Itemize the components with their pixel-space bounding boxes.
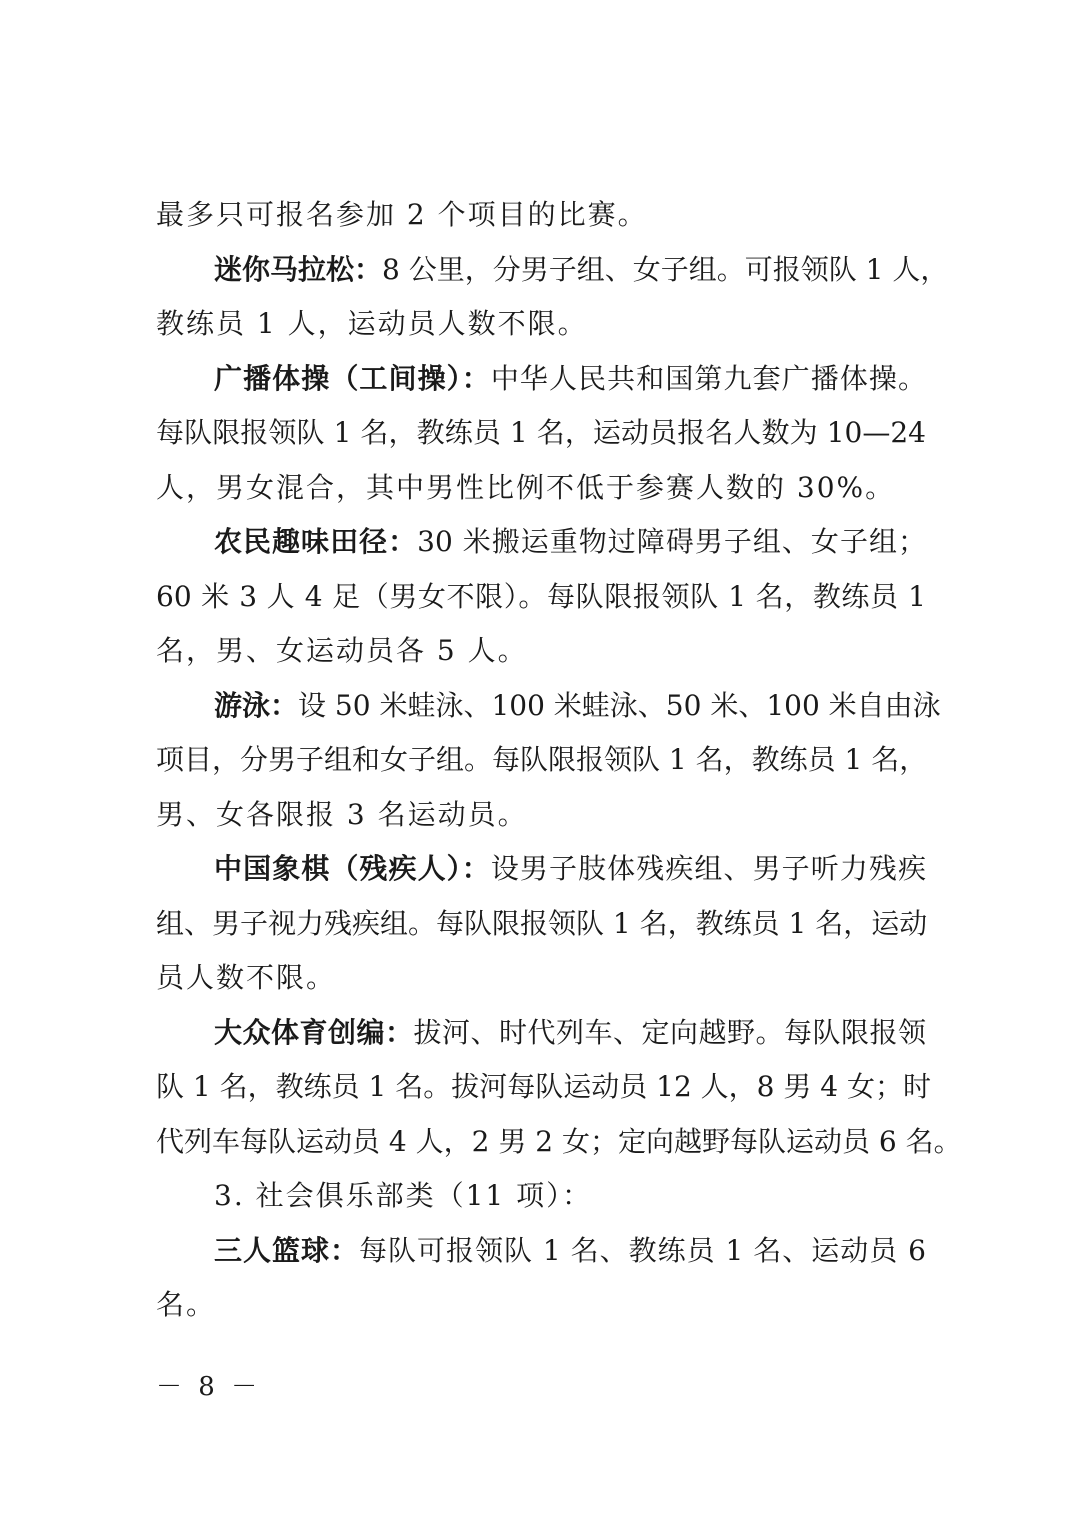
paragraph-line bbox=[156, 461, 926, 516]
paragraph-line bbox=[156, 570, 926, 625]
paragraph-text: 员人数不限。 bbox=[156, 961, 337, 994]
paragraph-text: 名。 bbox=[156, 1288, 217, 1321]
paragraph-line bbox=[156, 1060, 931, 1115]
paragraph-text: 每队可报领队 1 名、教练员 1 名、运动员 6 bbox=[359, 1233, 926, 1267]
paragraph-line bbox=[156, 897, 926, 952]
paragraph-line bbox=[156, 1006, 926, 1061]
section-heading: 农民趣味田径： bbox=[214, 525, 418, 558]
paragraph-text: 教练员 1 人，运动员人数不限。 bbox=[156, 307, 588, 340]
paragraph-line bbox=[156, 188, 926, 243]
paragraph-line bbox=[156, 515, 926, 570]
paragraph-text: 30 米搬运重物过障碍男子组、女子组； bbox=[417, 525, 926, 558]
section-number-heading: 3. 社会俱乐部类（11 项）： bbox=[214, 1179, 593, 1212]
section-heading: 三人篮球： bbox=[214, 1233, 360, 1267]
section-heading: 迷你马拉松： bbox=[214, 252, 383, 286]
paragraph-text: 中华人民共和国第九套广播体操。 bbox=[490, 361, 926, 395]
paragraph-text: 队 1 名，教练员 1 名。拔河每队运动员 12 人，8 男 4 女；时 bbox=[156, 1070, 931, 1103]
paragraph-line bbox=[156, 951, 926, 1006]
paragraph-line bbox=[156, 1224, 926, 1279]
paragraph-line bbox=[156, 788, 926, 843]
paragraph-text: 60 米 3 人 4 足（男女不限）。每队限报领队 1 名，教练员 1 bbox=[156, 579, 926, 613]
section-heading: 游泳： bbox=[214, 688, 299, 722]
paragraph-text: 最多只可报名参加 2 个项目的比赛。 bbox=[156, 198, 648, 231]
paragraph-line bbox=[156, 624, 926, 679]
paragraph-text: 组、男子视力残疾组。每队限报领队 1 名，教练员 1 名，运动 bbox=[156, 906, 928, 940]
section-heading: 大众体育创编： bbox=[214, 1015, 414, 1049]
paragraph-text: 拔河、时代列车、定向越野。每队限报领 bbox=[413, 1015, 926, 1049]
paragraph-text: 设 50 米蛙泳、100 米蛙泳、50 米、100 米自由泳 bbox=[298, 688, 941, 722]
paragraph-line bbox=[156, 1278, 926, 1333]
paragraph-line bbox=[156, 352, 926, 407]
document-body bbox=[156, 188, 962, 1333]
paragraph-text: 名，男、女运动员各 5 人。 bbox=[156, 634, 528, 667]
paragraph-text: 8 公里，分男子组、女子组。可报领队 1 人， bbox=[382, 252, 949, 286]
section-heading: 中国象棋（残疾人）： bbox=[214, 852, 491, 885]
paragraph-line bbox=[156, 733, 926, 788]
paragraph-line bbox=[156, 297, 926, 352]
paragraph-line bbox=[156, 1115, 962, 1170]
paragraph-text: 人，男女混合，其中男性比例不低于参赛人数的 30%。 bbox=[156, 470, 896, 504]
page-number: － 8 － bbox=[156, 1372, 262, 1402]
paragraph-text: 男、女各限报 3 名运动员。 bbox=[156, 797, 528, 831]
section-heading: 广播体操（工间操）： bbox=[214, 361, 491, 395]
paragraph-line bbox=[156, 1169, 926, 1224]
paragraph-line bbox=[156, 406, 926, 461]
paragraph-text: 代列车每队运动员 4 人，2 男 2 女；定向越野每队运动员 6 名。 bbox=[156, 1124, 962, 1158]
paragraph-line bbox=[156, 243, 949, 298]
paragraph-text: 每队限报领队 1 名，教练员 1 名，运动员报名人数为 10—24 bbox=[156, 416, 926, 449]
paragraph-text: 设男子肢体残疾组、男子听力残疾 bbox=[490, 852, 926, 885]
paragraph-line bbox=[156, 679, 941, 734]
paragraph-text: 项目，分男子组和女子组。每队限报领队 1 名，教练员 1 名， bbox=[156, 743, 928, 776]
paragraph-line bbox=[156, 842, 926, 897]
